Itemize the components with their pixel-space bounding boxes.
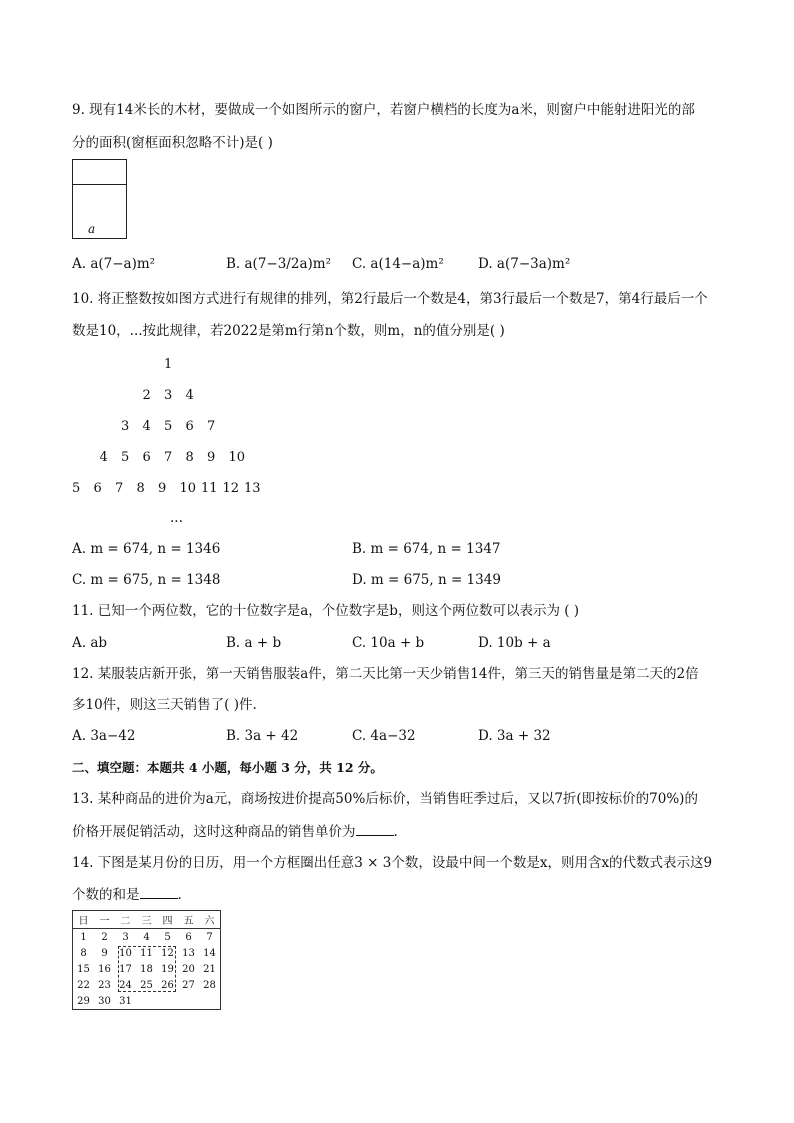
- q10-option-d: D. m = 675, n = 1349: [352, 572, 501, 588]
- triangle-number: 3: [164, 388, 173, 403]
- q11-option-b: B. a + b: [226, 635, 282, 651]
- q9-option-c: C. a(14−a)m²: [352, 256, 444, 272]
- calendar-header-cell: 三: [136, 911, 157, 929]
- q13-line2-text: 价格开展促销活动，这时这种商品的销售单价为: [72, 824, 356, 840]
- calendar-cell: [178, 993, 199, 1010]
- calendar-cell: 4: [143, 931, 150, 943]
- calendar-cell: 6: [185, 931, 192, 943]
- calendar-cell: 22: [77, 979, 90, 991]
- q9-option-d: D. a(7−3a)m²: [478, 256, 571, 272]
- triangle-number: 3: [121, 419, 130, 434]
- triangle-number: 4: [142, 419, 151, 434]
- calendar-cell: 13: [182, 947, 195, 959]
- q10-option-a: A. m = 674, n = 1346: [72, 541, 221, 557]
- calendar-cell: 14: [203, 947, 216, 959]
- calendar-row: [73, 929, 221, 946]
- calendar-cell: 9: [101, 947, 108, 959]
- triangle-number: 10: [179, 481, 197, 496]
- triangle-number: 6: [185, 419, 194, 434]
- calendar-cell: 21: [203, 963, 216, 975]
- q9-option-a: A. a(7−a)m²: [72, 256, 156, 272]
- triangle-number: 11: [201, 481, 218, 496]
- triangle-number: 8: [185, 450, 194, 465]
- q12-option-c: C. 4a−32: [352, 728, 416, 744]
- calendar-cell: 18: [140, 963, 153, 975]
- triangle-number: 5: [121, 450, 130, 465]
- calendar-cell: [136, 993, 157, 1010]
- triangle-number: 10: [228, 450, 246, 465]
- calendar-cell: 16: [98, 963, 111, 975]
- q14-answer-blank[interactable]: [140, 888, 178, 899]
- calendar-cell: 15: [77, 963, 90, 975]
- calendar-cell: 2: [101, 931, 108, 943]
- window-crossbar: [73, 184, 126, 185]
- calendar-cell: 28: [203, 979, 216, 991]
- calendar-header-row: [73, 911, 221, 929]
- q14-line2: [72, 888, 182, 903]
- calendar-cell: 7: [206, 931, 213, 943]
- calendar-header-cell: 一: [94, 911, 115, 929]
- q12-option-a: A. 3a−42: [72, 728, 136, 744]
- calendar-cell: 31: [119, 995, 132, 1007]
- q12-line1: 12. 某服装店新开张，第一天销售服装a件，第二天比第一天少销售14件，第三天的销售量是第二天的2倍: [72, 666, 699, 682]
- calendar-cell: 27: [182, 979, 195, 991]
- q11-line1: 11. 已知一个两位数，它的十位数字是a，个位数字是b，则这个两位数可以表示为 ( ): [72, 603, 580, 619]
- q13-answer-blank[interactable]: [356, 825, 394, 836]
- q12-line2: 多10件，则这三天销售了( )件.: [72, 697, 257, 713]
- q11-option-d: D. 10b + a: [478, 635, 551, 651]
- triangle-number: 6: [142, 450, 151, 465]
- q9-line1: 9. 现有14米长的木材，要做成一个如图所示的窗户，若窗户横档的长度为a米，则窗户中能射进阳光的部: [72, 102, 695, 118]
- calendar-cell: 11: [140, 947, 153, 959]
- triangle-number: 5: [72, 481, 81, 496]
- calendar-cell: 5: [164, 931, 171, 943]
- calendar-cell: 19: [161, 963, 174, 975]
- calendar-header-cell: 二: [115, 911, 136, 929]
- calendar-dashed-box: [118, 946, 176, 992]
- triangle-number: 5: [164, 419, 173, 434]
- triangle-number: 12: [222, 481, 240, 496]
- calendar-cell: 3: [122, 931, 129, 943]
- triangle-number: 7: [164, 450, 173, 465]
- calendar-cell: 24: [119, 979, 132, 991]
- calendar-cell: 17: [119, 963, 132, 975]
- triangle-number: 4: [99, 450, 108, 465]
- calendar-cell: 29: [77, 995, 90, 1007]
- calendar-cell: [157, 993, 178, 1010]
- triangle-number: 7: [207, 419, 216, 434]
- q10-line2: 数是10，...按此规律，若2022是第m行第n个数，则m，n的值分别是( ): [72, 323, 505, 339]
- calendar-cell: 10: [119, 947, 132, 959]
- triangle-number: 8: [136, 481, 145, 496]
- triangle-number: 13: [244, 481, 261, 496]
- triangle-number: 7: [115, 481, 124, 496]
- calendar-cell: 1: [80, 931, 87, 943]
- q9-option-b: B. a(7−3/2a)m²: [226, 256, 331, 272]
- section-2-heading: 二、填空题：本题共 4 小题，每小题 3 分，共 12 分。: [72, 760, 383, 775]
- calendar-cell: 25: [140, 979, 153, 991]
- triangle-number: 1: [164, 357, 173, 372]
- calendar-header-cell: 四: [157, 911, 178, 929]
- calendar-cell: [199, 993, 221, 1010]
- q10-option-c: C. m = 675, n = 1348: [72, 572, 221, 588]
- q14-line2-text: 个数的和是: [72, 887, 140, 903]
- q13-line2: [72, 825, 398, 840]
- q10-option-b: B. m = 674, n = 1347: [352, 541, 501, 557]
- q13-line1: 13. 某种商品的进价为a元，商场按进价提高50%后标价，当销售旺季过后，又以7折(即按标价的70%)的: [72, 791, 698, 807]
- q12-option-d: D. 3a + 32: [478, 728, 551, 744]
- calendar-cell: 26: [161, 979, 174, 991]
- calendar-cell: 23: [98, 979, 111, 991]
- triangle-ellipsis: ...: [170, 510, 183, 526]
- calendar-row: [73, 993, 221, 1010]
- calendar-header-cell: 日: [73, 911, 95, 929]
- calendar-cell: 20: [182, 963, 195, 975]
- q9-line2: 分的面积(窗框面积忽略不计)是( ): [72, 135, 273, 151]
- calendar-cell: 8: [80, 947, 87, 959]
- calendar-cell: 30: [98, 995, 111, 1007]
- q13-line2-end: .: [393, 824, 398, 840]
- triangle-number: 4: [185, 388, 194, 403]
- calendar-cell: 12: [161, 947, 174, 959]
- calendar-header-cell: 六: [199, 911, 221, 929]
- triangle-number: 9: [158, 481, 167, 496]
- calendar-header-cell: 五: [178, 911, 199, 929]
- q10-line1: 10. 将正整数按如图方式进行有规律的排列，第2行最后一个数是4，第3行最后一个数是7，第4行最后一个: [72, 291, 708, 307]
- q14-line2-end: .: [177, 887, 182, 903]
- triangle-number: 9: [207, 450, 216, 465]
- q12-option-b: B. 3a + 42: [226, 728, 299, 744]
- q14-line1: 14. 下图是某月份的日历，用一个方框圈出任意3 × 3个数，设最中间一个数是x，则用含x的代数式表示这9: [72, 855, 713, 871]
- q11-option-a: A. ab: [72, 635, 108, 651]
- triangle-number: 6: [93, 481, 102, 496]
- triangle-number: 2: [142, 388, 151, 403]
- q11-option-c: C. 10a + b: [352, 635, 425, 651]
- window-figure: [72, 159, 127, 239]
- window-label: a: [88, 222, 96, 236]
